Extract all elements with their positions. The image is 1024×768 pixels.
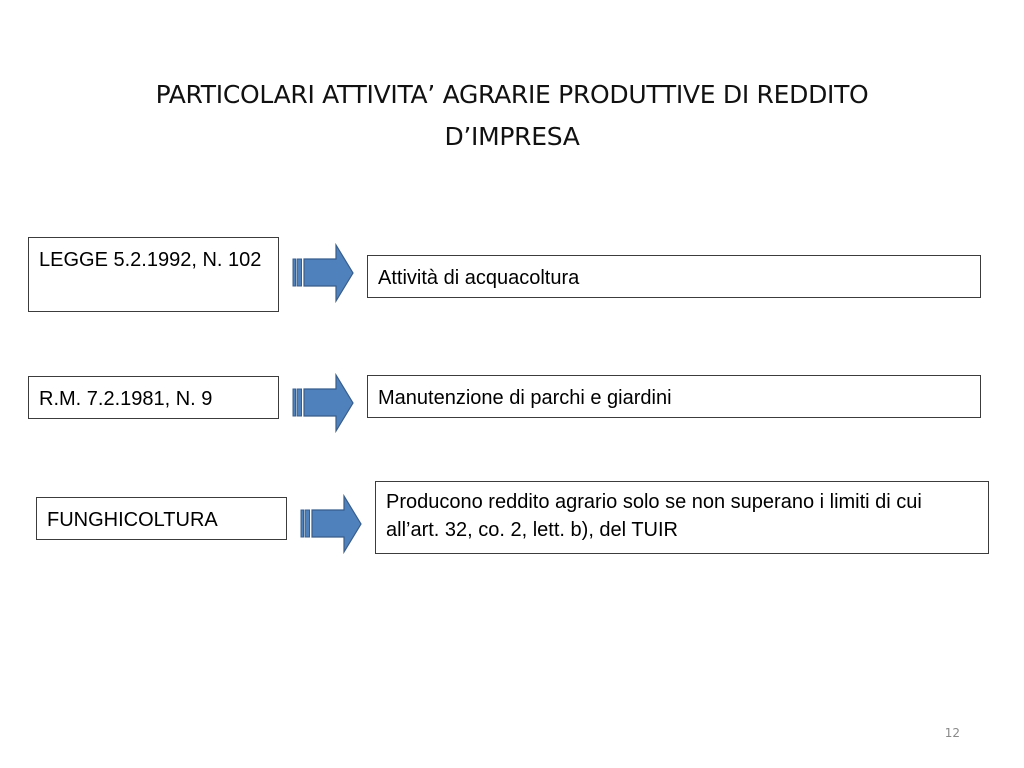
- source-box-rm: R.M. 7.2.1981, N. 9: [28, 376, 279, 419]
- target-box-parchi-giardini: Manutenzione di parchi e giardini: [367, 375, 981, 418]
- page-number: 12: [944, 726, 960, 740]
- source-box-funghicoltura: FUNGHICOLTURA: [36, 497, 287, 540]
- target-box-reddito-agrario: Producono reddito agrario solo se non superano i limiti di cui all’art. 32, co. 2, lett. b), del TUIR: [375, 481, 989, 554]
- right-arrow-icon: [300, 494, 364, 554]
- source-box-legge: LEGGE 5.2.1992, N. 102: [28, 237, 279, 312]
- right-arrow-icon: [292, 243, 356, 303]
- target-box-acquacoltura: Attività di acquacoltura: [367, 255, 981, 298]
- right-arrow-icon: [292, 373, 356, 433]
- slide-title: PARTICOLARI ATTIVITA’ AGRARIE PRODUTTIVE DI REDDITO D’IMPRESA: [155, 80, 869, 151]
